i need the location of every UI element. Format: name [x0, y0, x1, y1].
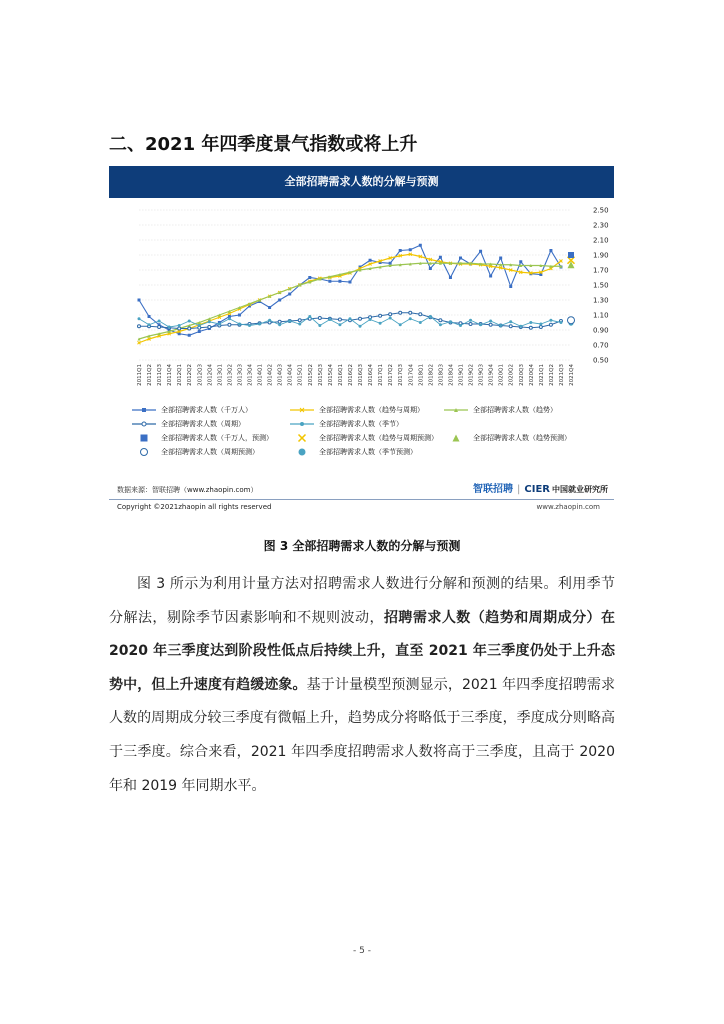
legend-item — [131, 446, 259, 458]
x-tick-label: 2012Q2 — [187, 364, 194, 386]
data-point — [178, 327, 181, 330]
data-point — [389, 313, 392, 316]
data-point — [459, 257, 462, 260]
x-tick-label: 2012Q4 — [207, 364, 214, 386]
data-point — [549, 319, 552, 322]
legend-symbol — [443, 432, 469, 444]
data-point — [509, 285, 512, 288]
x-tick-label: 2016Q4 — [368, 364, 375, 386]
chart — [109, 200, 614, 400]
x-tick-label: 2011Q1 — [137, 364, 143, 386]
legend-item — [289, 418, 403, 430]
data-point — [489, 320, 492, 323]
legend-label: 全部招聘需求人数（千万人，预测） — [161, 434, 273, 442]
data-point — [369, 318, 372, 321]
y-tick-label: 2.50 — [593, 206, 609, 215]
legend-label: 全部招聘需求人数（趋势与周期） — [319, 406, 424, 414]
legend-label: 全部招聘需求人数（季节） — [319, 420, 403, 428]
data-point — [168, 326, 171, 329]
x-tick-label: 2016Q3 — [358, 364, 365, 386]
site-url: www.zhaopin.com — [536, 503, 600, 511]
y-tick-label: 0.50 — [593, 356, 609, 365]
x-tick-label: 2013Q4 — [247, 364, 254, 386]
x-tick-label: 2015Q4 — [327, 364, 334, 386]
data-point — [248, 324, 251, 327]
forecast-cycle-point — [568, 317, 575, 324]
x-tick-label: 2019Q1 — [458, 364, 465, 386]
data-point — [379, 322, 382, 325]
x-tick-label: 2011Q4 — [167, 364, 174, 386]
x-tick-label: 2021Q2 — [548, 364, 555, 386]
data-point — [409, 248, 412, 251]
data-point — [399, 323, 402, 326]
y-tick-label: 0.90 — [593, 326, 609, 335]
data-point — [338, 323, 341, 326]
x-tick-label: 2018Q3 — [438, 364, 445, 386]
x-tick-label: 2020Q3 — [518, 364, 525, 386]
x-tick-labels — [137, 364, 575, 386]
legend-symbol — [131, 446, 157, 458]
data-point — [539, 323, 542, 326]
x-tick-label: 2019Q2 — [468, 364, 475, 386]
legend-marker — [299, 449, 306, 456]
y-tick-labels — [593, 207, 609, 365]
data-point — [399, 249, 402, 252]
data-point — [198, 324, 201, 327]
data-point — [509, 320, 512, 323]
data-point — [559, 260, 562, 263]
data-point — [499, 324, 502, 327]
x-tick-label: 2020Q4 — [528, 364, 535, 386]
logos — [473, 480, 608, 496]
data-point — [529, 326, 532, 329]
cier-logo: CIER — [524, 484, 550, 495]
data-point — [298, 323, 301, 326]
paragraph — [109, 568, 615, 803]
data-point — [399, 311, 402, 314]
data-point — [318, 317, 321, 320]
data-point — [439, 256, 442, 259]
x-tick-label: 2021Q3 — [558, 364, 565, 386]
data-point — [288, 320, 291, 323]
data-point — [549, 249, 552, 252]
x-tick-label: 2021Q4 — [569, 364, 575, 386]
x-tick-label: 2017Q2 — [388, 364, 395, 386]
data-source: 数据来源：智联招聘（www.zhaopin.com） — [117, 486, 258, 494]
data-point — [328, 280, 331, 283]
forecast-total-point — [568, 252, 574, 258]
data-point — [258, 323, 261, 326]
data-point — [178, 324, 181, 327]
data-point — [509, 325, 512, 328]
data-point — [419, 321, 422, 324]
data-point — [278, 299, 281, 302]
x-tick-label: 2014Q4 — [287, 364, 294, 386]
x-tick-label: 2012Q3 — [197, 364, 204, 386]
data-point — [278, 320, 281, 323]
data-point — [539, 326, 542, 329]
data-point — [359, 317, 362, 320]
data-point — [138, 325, 141, 328]
x-tick-label: 2020Q1 — [498, 364, 505, 386]
data-point — [429, 267, 432, 270]
data-point — [419, 244, 422, 247]
data-point — [459, 324, 462, 327]
data-point — [188, 334, 191, 337]
data-point — [449, 320, 452, 323]
data-point — [148, 323, 151, 326]
logo-separator: | — [517, 484, 521, 495]
data-point — [369, 259, 372, 262]
x-tick-label: 2017Q3 — [398, 364, 405, 386]
data-point — [429, 315, 432, 318]
legend-symbol — [289, 418, 315, 430]
data-point — [348, 281, 351, 284]
cier-logo-cn: 中国就业研究所 — [552, 485, 608, 494]
legend-item — [289, 404, 424, 416]
data-point — [489, 323, 492, 326]
x-tick-label: 2013Q2 — [227, 364, 234, 386]
series-line-triangle — [138, 262, 563, 341]
data-point — [499, 257, 502, 260]
data-point — [519, 325, 522, 328]
data-point — [158, 320, 161, 323]
x-tick-label: 2012Q1 — [177, 364, 184, 386]
x-tick-label: 2015Q3 — [317, 364, 324, 386]
x-tick-label: 2018Q1 — [418, 364, 425, 386]
data-point — [138, 317, 141, 320]
data-point — [138, 299, 141, 302]
data-point — [268, 319, 271, 322]
paragraph-part-1: 图 3 所示为利用计量方法对招聘需求人数进行分解和预测的结果。利用季节分解法，剔除季节因素影响和不规则波动， — [109, 576, 615, 626]
data-point — [549, 323, 552, 326]
data-point — [188, 320, 191, 323]
legend-symbol — [289, 432, 315, 444]
legend-item — [289, 446, 417, 458]
legend-item — [443, 404, 557, 416]
x-tick-label: 2016Q1 — [337, 364, 344, 386]
data-point — [278, 323, 281, 326]
figure-title: 全部招聘需求人数的分解与预测 — [284, 175, 439, 188]
legend-item — [289, 432, 438, 444]
legend-item — [131, 432, 273, 444]
data-point — [268, 306, 271, 309]
legend-symbol — [289, 446, 315, 458]
series-line-square — [138, 244, 563, 337]
data-point — [519, 260, 522, 263]
data-point — [288, 293, 291, 296]
legend-symbol — [131, 432, 157, 444]
x-tick-label: 2018Q2 — [428, 364, 435, 386]
legend-marker — [453, 435, 460, 442]
data-point — [419, 313, 422, 316]
legend-symbol — [443, 404, 469, 416]
y-tick-label: 0.70 — [593, 341, 609, 350]
data-point — [489, 275, 492, 278]
data-point — [359, 325, 362, 328]
data-point — [559, 321, 562, 324]
figure-caption: 图 3 全部招聘需求人数的分解与预测 — [263, 539, 461, 553]
legend-item — [443, 432, 571, 444]
data-point — [479, 250, 482, 253]
data-point — [148, 315, 151, 318]
legend-item — [131, 418, 245, 430]
legend-label: 全部招聘需求人数（趋势） — [473, 406, 557, 414]
data-point — [328, 318, 331, 321]
data-point — [449, 276, 452, 279]
y-tick-label: 2.30 — [593, 221, 609, 230]
legend-item — [131, 404, 252, 416]
legend-label: 全部招聘需求人数（趋势与周期预测） — [319, 434, 438, 442]
x-tick-label: 2017Q1 — [378, 364, 385, 386]
figure — [109, 166, 614, 516]
legend-marker — [142, 408, 146, 412]
section-heading: 二、2021 年四季度景气指数或将上升 — [109, 134, 418, 155]
data-point — [338, 318, 341, 321]
y-tick-label: 1.70 — [593, 266, 609, 275]
legend-label: 全部招聘需求人数（千万人） — [161, 406, 252, 414]
paragraph-bold: 招聘需求人数（趋势和周期成分）在 2020 年三季度达到阶段性低点后持续上升，直至 2021 年三季度仍处于上升态势中，但上升速度有趋缓迹象。 — [109, 609, 616, 693]
data-point — [238, 314, 241, 317]
data-point — [308, 315, 311, 318]
x-tick-label: 2020Q2 — [508, 364, 515, 386]
data-point — [379, 314, 382, 317]
data-point — [409, 311, 412, 314]
paragraph-part-3: 基于计量模型预测显示，2021 年四季度招聘需求人数的周期成分较三季度有微幅上升，趋势成分将略低于三季度，季度成分则略高于三季度。综合来看，2021 年四季度招聘需求人数将高于三季度，且高于 2020 年和 2019 年同期水平。 — [109, 676, 616, 794]
x-tick-label: 2014Q2 — [267, 364, 274, 386]
legend-marker — [300, 422, 304, 426]
data-point — [439, 319, 442, 322]
page-number: - 5 - — [353, 946, 371, 956]
legend-marker — [141, 435, 148, 442]
legend-marker — [141, 449, 148, 456]
copyright: Copyright ©2021zhaopin all rights reserved — [117, 503, 272, 511]
series-layer — [138, 244, 563, 345]
data-point — [348, 317, 351, 320]
x-tick-label: 2014Q3 — [277, 364, 284, 386]
data-point — [208, 320, 211, 323]
zhilian-logo: 智联招聘 — [473, 484, 514, 495]
x-tick-label: 2014Q1 — [257, 364, 264, 386]
x-tick-label: 2018Q4 — [448, 364, 455, 386]
legend-label: 全部招聘需求人数（周期） — [161, 420, 245, 428]
x-tick-label: 2019Q3 — [478, 364, 485, 386]
x-tick-label: 2013Q1 — [217, 364, 224, 386]
data-point — [298, 319, 301, 322]
series-line-circle — [138, 311, 563, 330]
y-tick-label: 1.90 — [593, 251, 609, 260]
figure-rule — [109, 499, 614, 500]
data-point — [218, 323, 221, 326]
legend-symbol — [131, 418, 157, 430]
x-tick-label: 2019Q4 — [488, 364, 495, 386]
data-point — [338, 280, 341, 283]
legend-label: 全部招聘需求人数（趋势预测） — [473, 434, 571, 442]
data-point — [318, 324, 321, 327]
data-point — [409, 317, 412, 320]
series-line — [139, 254, 561, 343]
data-point — [228, 323, 231, 326]
data-point — [469, 319, 472, 322]
data-point — [228, 317, 231, 320]
data-point — [469, 323, 472, 326]
data-point — [188, 327, 191, 330]
data-point — [308, 276, 311, 279]
legend-marker — [142, 422, 146, 426]
y-tick-label: 1.50 — [593, 281, 609, 290]
x-tick-label: 2015Q1 — [297, 364, 304, 386]
forecast-layer — [568, 252, 575, 326]
x-tick-label: 2017Q4 — [408, 364, 415, 386]
y-tick-label: 2.10 — [593, 236, 609, 245]
legend-label: 全部招聘需求人数（季节预测） — [319, 448, 417, 456]
x-tick-label: 2011Q3 — [157, 364, 164, 386]
y-tick-label: 1.30 — [593, 296, 609, 305]
body-text — [109, 568, 615, 803]
data-point — [479, 323, 482, 326]
data-point — [529, 321, 532, 324]
x-tick-label: 2021Q1 — [538, 364, 545, 386]
legend-symbol — [131, 404, 157, 416]
data-point — [389, 317, 392, 320]
data-point — [158, 326, 161, 329]
x-tick-label: 2013Q3 — [237, 364, 244, 386]
x-tick-label: 2011Q2 — [147, 364, 154, 386]
data-point — [208, 326, 211, 329]
data-point — [238, 323, 241, 326]
data-point — [198, 330, 201, 333]
legend-symbol — [289, 404, 315, 416]
data-point — [439, 323, 442, 326]
legend-marker — [299, 435, 306, 442]
x-tick-label: 2015Q2 — [307, 364, 314, 386]
grid-layer — [139, 210, 571, 360]
legend-label: 全部招聘需求人数（周期预测） — [161, 448, 259, 456]
y-tick-label: 1.10 — [593, 311, 609, 320]
x-tick-label: 2016Q2 — [347, 364, 354, 386]
